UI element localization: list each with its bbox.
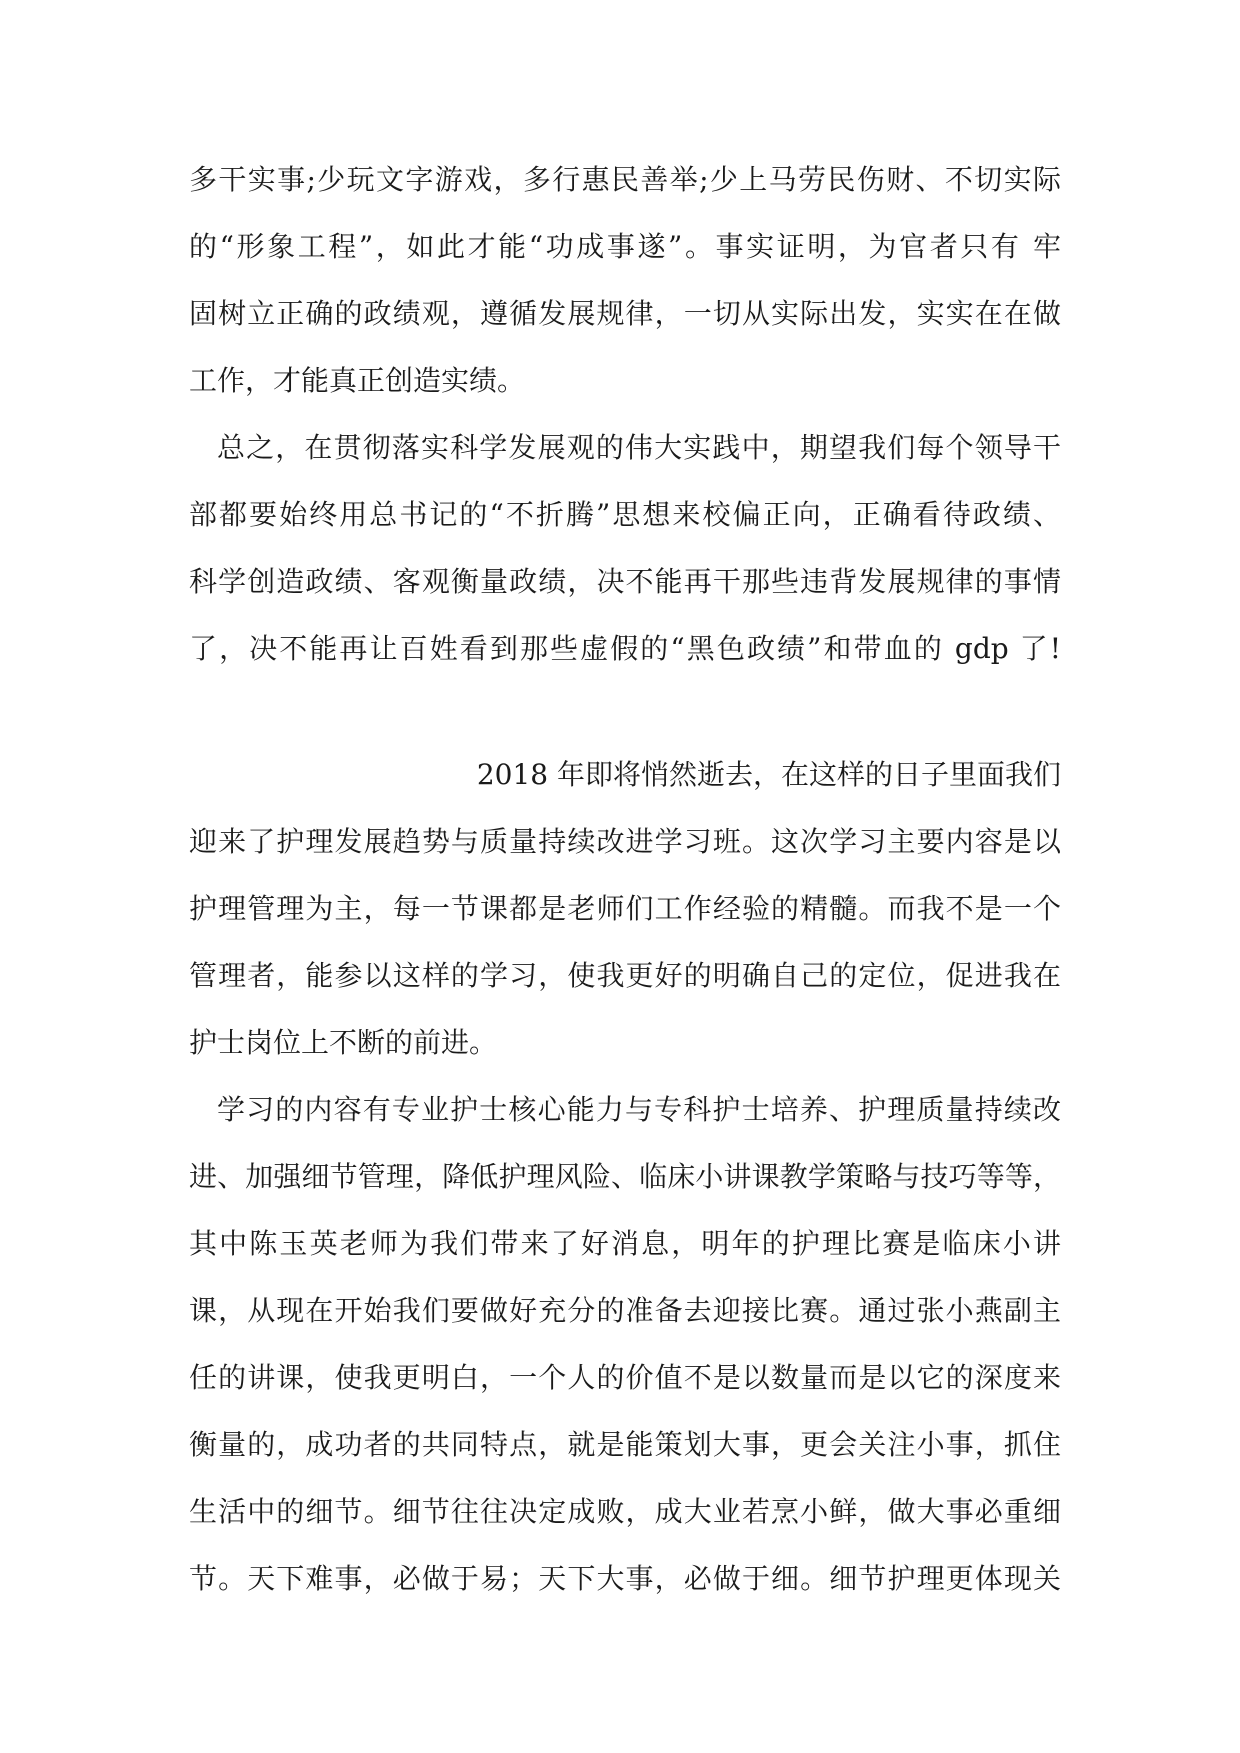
paragraph-1-line-4: 工作，才能真正创造实绩。 [189,364,526,397]
paragraph-4-line-2: 进、加强细节管理，降低护理风险、临床小讲课教学策略与技巧等等， [189,1160,1061,1193]
paragraph-4-line-1: 学习的内容有专业护士核心能力与专科护士培养、护理质量持续改 [217,1093,1061,1126]
paragraph-3-line-3: 护理管理为主，每一节课都是老师们工作经验的精髓。而我不是一个 [189,892,1061,925]
paragraph-4-line-5: 任的讲课，使我更明白，一个人的价值不是以数量而是以它的深度来 [189,1361,1061,1394]
paragraph-1-line-2: 的“形象工程”，如此才能“功成事遂”。事实证明，为官者只有 牢 [189,230,1061,263]
paragraph-4-line-6: 衡量的，成功者的共同特点，就是能策划大事，更会关注小事，抓住 [189,1428,1061,1461]
paragraph-3-line-2: 迎来了护理发展趋势与质量持续改进学习班。这次学习主要内容是以 [189,825,1061,858]
paragraph-2-line-1: 总之，在贯彻落实科学发展观的伟大实践中，期望我们每个领导干 [217,431,1061,464]
paragraph-3-line-5: 护士岗位上不断的前进。 [189,1026,498,1059]
paragraph-4-line-3: 其中陈玉英老师为我们带来了好消息，明年的护理比赛是临床小讲 [189,1227,1061,1260]
paragraph-2-line-2: 部都要始终用总书记的“不折腾”思想来校偏正向，正确看待政绩、 [189,498,1061,531]
paragraph-2-line-4: 了，决不能再让百姓看到那些虚假的“黑色政绩”和带血的 gdp 了! [189,632,1061,665]
paragraph-1-line-3: 固树立正确的政绩观，遵循发展规律，一切从实际出发，实实在在做 [189,297,1061,330]
paragraph-3-line-4: 管理者，能参以这样的学习，使我更好的明确自己的定位，促进我在 [189,959,1061,992]
paragraph-2-line-3: 科学创造政绩、客观衡量政绩，决不能再干那些违背发展规律的事情 [189,565,1061,598]
paragraph-4-line-4: 课，从现在开始我们要做好充分的准备去迎接比赛。通过张小燕副主 [189,1294,1061,1327]
paragraph-3-line-1: 2018 年即将悄然逝去，在这样的日子里面我们 [476,758,1061,791]
paragraph-1-line-1: 多干实事;少玩文字游戏，多行惠民善举;少上马劳民伤财、不切实际 [189,163,1061,196]
paragraph-4-line-7: 生活中的细节。细节往往决定成败，成大业若烹小鲜，做大事必重细 [189,1495,1061,1528]
paragraph-4-line-8: 节。天下难事，必做于易；天下大事，必做于细。细节护理更体现关 [189,1562,1061,1595]
